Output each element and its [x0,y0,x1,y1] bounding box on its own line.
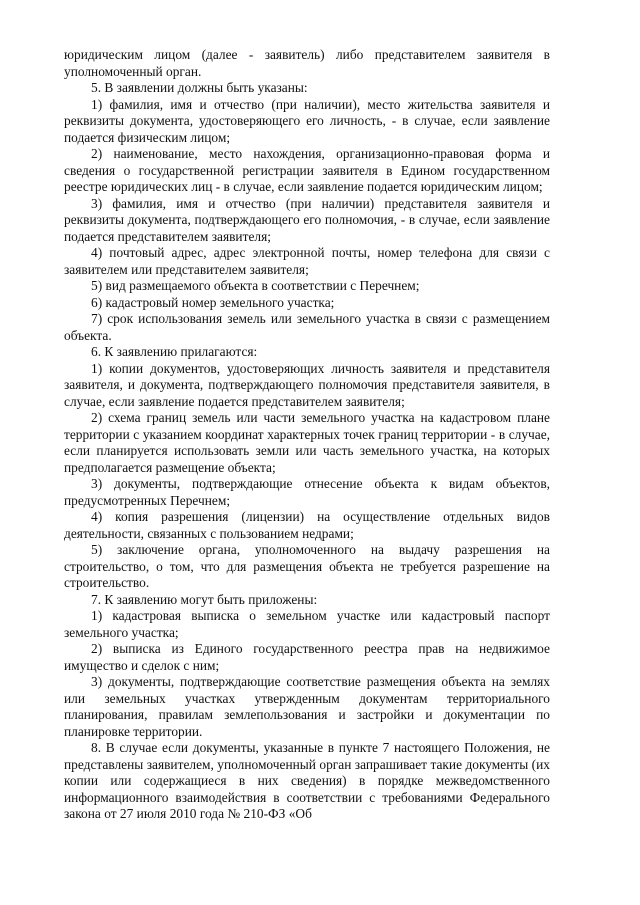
section-5-item-1: 1) фамилия, имя и отчество (при наличии), место жительства заявителя и реквизиты документа, удостоверяющего его личность, - в случае, если заявление подается физическим лицом; [64,96,550,145]
section-5-item-5: 5) вид размещаемого объекта в соответствии с Перечнем; [91,278,420,293]
section-7-item-3: 3) документы, подтверждающие соответствие размещения объекта на землях или земельных участках утвержденным документам территориального планирования, правилам землепользования и застройки и документации по планировке территории. [64,674,550,739]
section-5-heading: 5. В заявлении должны быть указаны: [91,80,308,95]
section-5-item-4: 4) почтовый адрес, адрес электронной почты, номер телефона для связи с заявителем или представителем заявителя; [64,245,550,277]
section-5-item-3: 3) фамилия, имя и отчество (при наличии) представителя заявителя и реквизиты документа, подтверждающего его полномочия, - в случае, если заявление подается представителем заявителя; [64,195,550,244]
document-body [64,47,550,823]
section-5-item-2: 2) наименование, место нахождения, организационно-правовая форма и сведения о государственной регистрации заявителя в Едином государственном реестре юридических лиц - в случае, если заявление подается юридическим лицом; [64,146,550,194]
section-5-item-7: 7) срок использования земель или земельного участка в связи с размещением объекта. [64,311,550,343]
section-7-heading: 7. К заявлению могут быть приложены: [91,591,318,607]
section-8-paragraph: 8. В случае если документы, указанные в пункте 7 настоящего Положения, не представлены заявителем, уполномоченный орган запрашивает такие документы (их копии или содержащиеся в них сведения) в порядке межведомственного информационного взаимодействия в соответствии с требованиями Федерального закона от 27 июля 2010 года № 210-ФЗ «Об [64,740,550,821]
section-6-item-4: 4) копия разрешения (лицензии) на осуществление отдельных видов деятельности, связанных с пользованием недрами; [64,509,550,541]
section-6-item-3: 3) документы, подтверждающие отнесение объекта к видам объектов, предусмотренных Перечнем; [64,476,550,508]
section-6-item-2: 2) схема границ земель или части земельного участка на кадастровом плане территории с указанием координат характерных точек границ территории - в случае, если планируется использовать земли или часть земельного участка, на которых предполагается размещение объекта; [64,410,550,475]
section-6-item-1: 1) копии документов, удостоверяющих личность заявителя и представителя заявителя, и документа, подтверждающего полномочия представителя заявителя, в случае, если заявление подается представителем заявителя; [64,360,550,409]
section-6-heading: 6. К заявлению прилагаются: [91,344,258,359]
paragraph-continuation: юридическим лицом (далее - заявитель) либо представителем заявителя в уполномоченный орган. [64,47,550,79]
section-5-item-6: 6) кадастровый номер земельного участка; [91,294,335,310]
section-7-item-1: 1) кадастровая выписка о земельном участке или кадастровый паспорт земельного участка; [64,608,550,640]
section-7-item-2: 2) выписка из Единого государственного реестра прав на недвижимое имущество и сделок с ним; [64,641,550,673]
section-6-item-5: 5) заключение органа, уполномоченного на выдачу разрешения на строительство, о том, что для размещения объекта не требуется разрешение на строительство. [64,542,550,590]
